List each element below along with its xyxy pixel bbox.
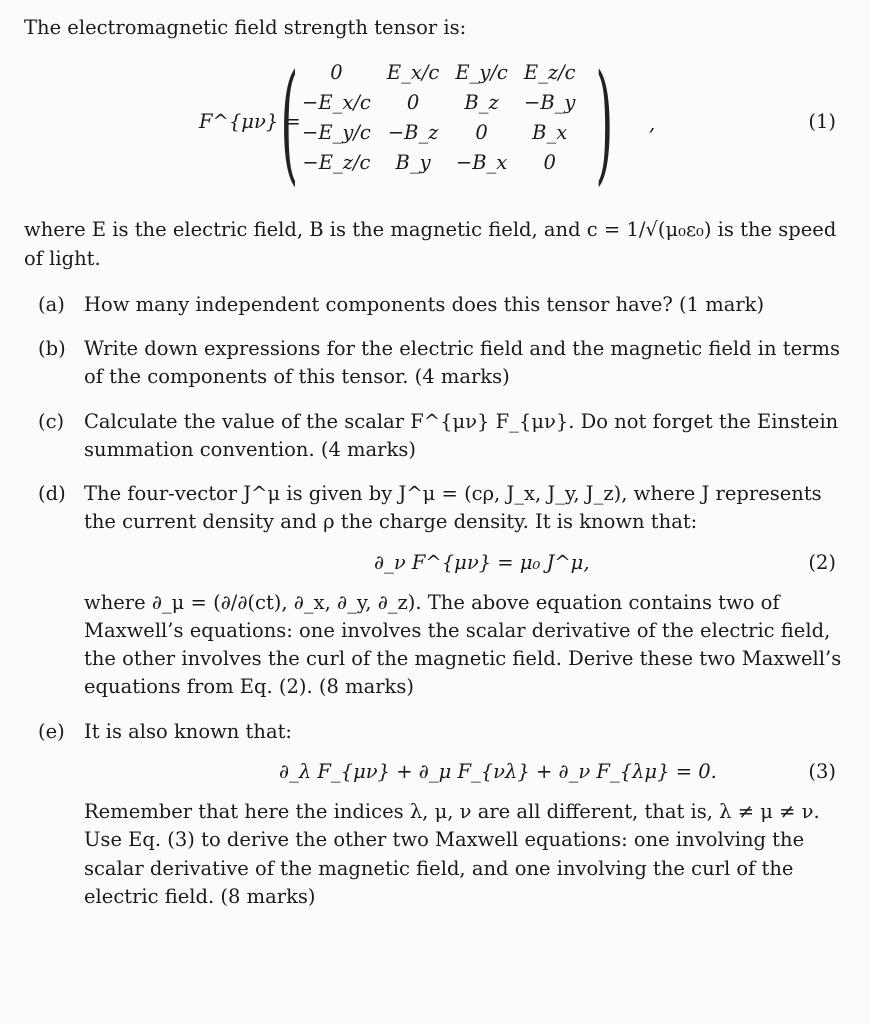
question-parts	[38, 291, 844, 911]
matrix-cell: 0	[330, 61, 343, 85]
matrix-cell: −B_y	[523, 91, 576, 115]
matrix-cell: B_y	[395, 151, 431, 175]
left-paren: (	[280, 46, 299, 199]
intro-text: The electromagnetic field strength tensor is:	[24, 16, 467, 39]
matrix-cell: 0	[406, 91, 420, 115]
eq2-body: ∂_ν F^{μν} = μ₀ J^μ,	[374, 550, 590, 574]
part-text: Write down expressions for the electric field and the magnetic field in terms of the components of this tensor. (4 marks)	[84, 337, 840, 389]
eq1-trail: ,	[649, 112, 656, 136]
part-label: (b)	[38, 337, 66, 361]
eq1-lhs: F^{μν} =	[199, 110, 301, 134]
equation-2	[84, 537, 844, 589]
part-text: How many independent components does this tensor have? (1 mark)	[84, 292, 765, 316]
equation-3	[84, 746, 844, 798]
question-part-a	[38, 291, 844, 319]
matrix-cell: B_x	[532, 121, 568, 145]
matrix-cell: 0	[475, 121, 488, 145]
question-part-d	[38, 480, 844, 702]
matrix-cell: 0	[543, 151, 556, 175]
matrix-cell: E_x/c	[386, 61, 440, 85]
matrix-cell: −B_x	[455, 151, 508, 175]
matrix-cell: −B_z	[387, 121, 439, 145]
matrix-cell: E_z/c	[523, 61, 576, 85]
matrix-cell: −E_x/c	[302, 91, 371, 115]
part-after-text: Remember that here the indices λ, μ, ν are all different, that is, λ ≠ μ ≠ ν. Use Eq. (3) to derive the other two Maxwell equations: one involving the scalar derivative of the magnetic field, and one involving the curl of the electric field. (8 marks)	[84, 799, 820, 908]
question-part-b	[38, 335, 844, 392]
tensor-matrix	[294, 58, 584, 178]
matrix-cell: E_y/c	[455, 61, 508, 85]
eq3-number: (3)	[808, 759, 836, 783]
part-text: Calculate the value of the scalar F^{μν} F_{μν}. Do not forget the Einstein summation convention. (4 marks)	[84, 409, 839, 461]
part-text: It is also known that:	[84, 719, 292, 743]
part-label: (e)	[38, 719, 65, 743]
part-label: (d)	[38, 482, 66, 506]
eq1-number: (1)	[808, 110, 836, 134]
eq2-number: (2)	[808, 550, 836, 574]
part-label: (a)	[38, 292, 65, 316]
matrix-cell: B_z	[464, 91, 499, 115]
question-part-c	[38, 408, 844, 465]
eq3-body: ∂_λ F_{μν} + ∂_μ F_{νλ} + ∂_ν F_{λμ} = 0.	[279, 759, 717, 783]
part-after-text: where ∂_μ = (∂/∂(ct), ∂_x, ∂_y, ∂_z). The above equation contains two of Maxwell’s equations: one involves the scalar derivative of the electric field, the other involves the curl of the magnetic field. Derive these two Maxwell’s equations from Eq. (2). (8 marks)	[84, 590, 842, 699]
part-label: (c)	[38, 409, 65, 433]
right-paren: )	[595, 46, 614, 199]
question-part-e	[38, 718, 844, 911]
part-text: The four-vector J^μ is given by J^μ = (cρ, J_x, J_y, J_z), where J represents the current density and ρ the charge density. It is known that:	[84, 482, 822, 534]
equation-1	[24, 46, 844, 202]
matrix-cell: −E_z/c	[302, 151, 371, 175]
document-page	[24, 14, 844, 927]
matrix-cell: −E_y/c	[302, 121, 371, 145]
where-paragraph: where E is the electric field, B is the magnetic field, and c = 1/√(μ₀ε₀) is the speed of light.	[24, 218, 837, 270]
